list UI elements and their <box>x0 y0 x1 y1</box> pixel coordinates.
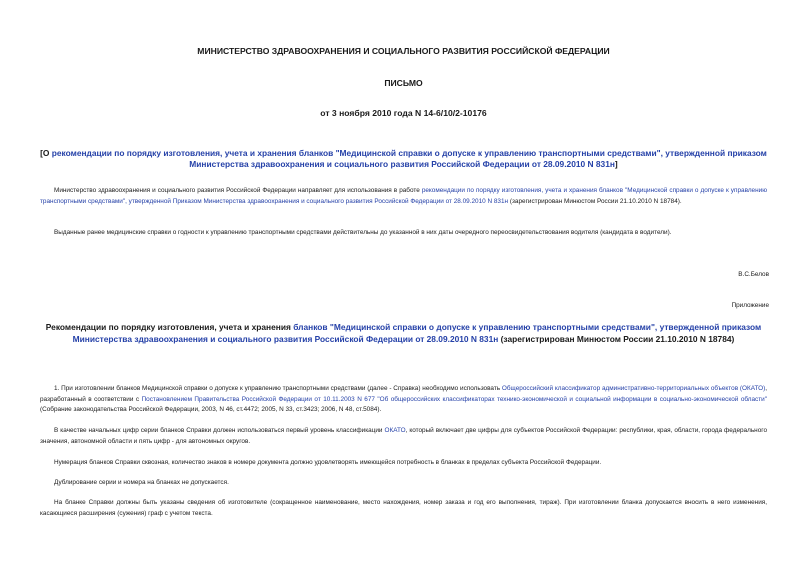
subject-open: [О <box>40 148 52 158</box>
item1-text-end: (Собрание законодательства Российской Федерации, 2003, N 46, ст.4472; 2005, N 33, ст.3423; 2006, N 48, ст.5084). <box>40 406 382 413</box>
body-paragraph-2: Выданные ранее медицинские справки о годности к управлению транспортными средствами действительны до указанной в них даты очередного переосвидетельствования водителя (кандидата в водители). <box>54 229 672 236</box>
okato-link[interactable]: ОКАТО <box>384 427 406 434</box>
okato-classifier-link[interactable]: Общероссийский классификатор административно-территориальных объектов (ОКАТО) <box>501 385 766 392</box>
body-paragraph-1 <box>40 186 767 207</box>
recommendations-title <box>40 322 767 345</box>
document-subject <box>36 148 771 170</box>
rec-title-link[interactable]: бланков "Медицинской справки о допуске к управлению транспортными средствами", утвержденной приказом Министерства здравоохранения и социального развития Российской Федерации от 28.09.2010 N 831н <box>72 322 762 344</box>
appendix-label: Приложение <box>731 302 769 309</box>
item2-text-start: В качестве начальных цифр серии бланков Справки должен использоваться первый уровень классификации <box>54 427 385 434</box>
item2-text-end: , который включает две цифры для субъектов Российской Федерации: республики, края, области, города федерального значения, автономной области и пять цифр - для автономных округов. <box>40 427 768 445</box>
recommendation-item-5: На бланке Справки должны быть указаны сведения об изготовителе (сокращенное наименование, место нахождения, номер заказа и год его выполнения, тираж). При изготовлении бланка допускается вносить в него изменения, касающиеся расширения (сужения) граф с учетом текста. <box>40 499 767 517</box>
government-decree-link[interactable]: Постановлением Правительства Российской Федерации от 10.11.2003 N 677 "Об общероссийских классификаторах технико-экономической и социальной информации в социально-экономической области" <box>141 395 767 403</box>
item1-text-start: 1. При изготовлении бланков Медицинской справки о допуске к управлению транспортными средствами (далее - Справка) необходимо использовать <box>54 385 502 392</box>
document-type: ПИСЬМО <box>384 78 423 88</box>
p1-recommendations-link[interactable]: рекомендации по порядку изготовления, учета и хранения бланков "Медицинской справки о допуске к управлению транспортными средствами", утвержденной Приказом Министерства здравоохранения и социального развития Российской Федерации от 28.09.2010 N 831н <box>40 187 767 205</box>
document-date-number: от 3 ноября 2010 года N 14-6/10/2-10176 <box>320 108 487 118</box>
subject-link[interactable]: рекомендации по порядку изготовления, учета и хранения бланков "Медицинской справки о допуске к управлению транспортными средствами", утвержденной приказом Министерства здравоохранения и социального развития Российской Федерации от 28.09.2010 N 831н <box>51 148 767 169</box>
ministry-heading: МИНИСТЕРСТВО ЗДРАВООХРАНЕНИЯ И СОЦИАЛЬНОГО РАЗВИТИЯ РОССИЙСКОЙ ФЕДЕРАЦИИ <box>197 46 610 56</box>
rec-title-start: Рекомендации по порядку изготовления, учета и хранения <box>45 322 294 332</box>
p1-text-start: Министерство здравоохранения и социального развития Российской Федерации направляет для использования в работе <box>54 187 422 194</box>
recommendation-item-1 <box>40 384 767 416</box>
subject-close: ] <box>614 159 618 169</box>
signature: В.С.Белов <box>738 271 769 278</box>
recommendation-item-4: Дублирование серии и номера на бланках не допускается. <box>54 479 229 486</box>
item1-text-mid: , разработанный в соответствии с <box>40 385 767 403</box>
rec-title-end: (зарегистрирован Минюстом России 21.10.2010 N 18784) <box>498 333 735 344</box>
p1-text-end: (зарегистрирован Минюстом России 21.10.2010 N 18784). <box>508 197 682 205</box>
recommendation-item-2 <box>40 426 767 447</box>
recommendation-item-3: Нумерация бланков Справки сквозная, количество знаков в номере документа должно удовлетворять имеющейся потребность в бланках в пределах субъекта Российской Федерации. <box>54 459 602 466</box>
